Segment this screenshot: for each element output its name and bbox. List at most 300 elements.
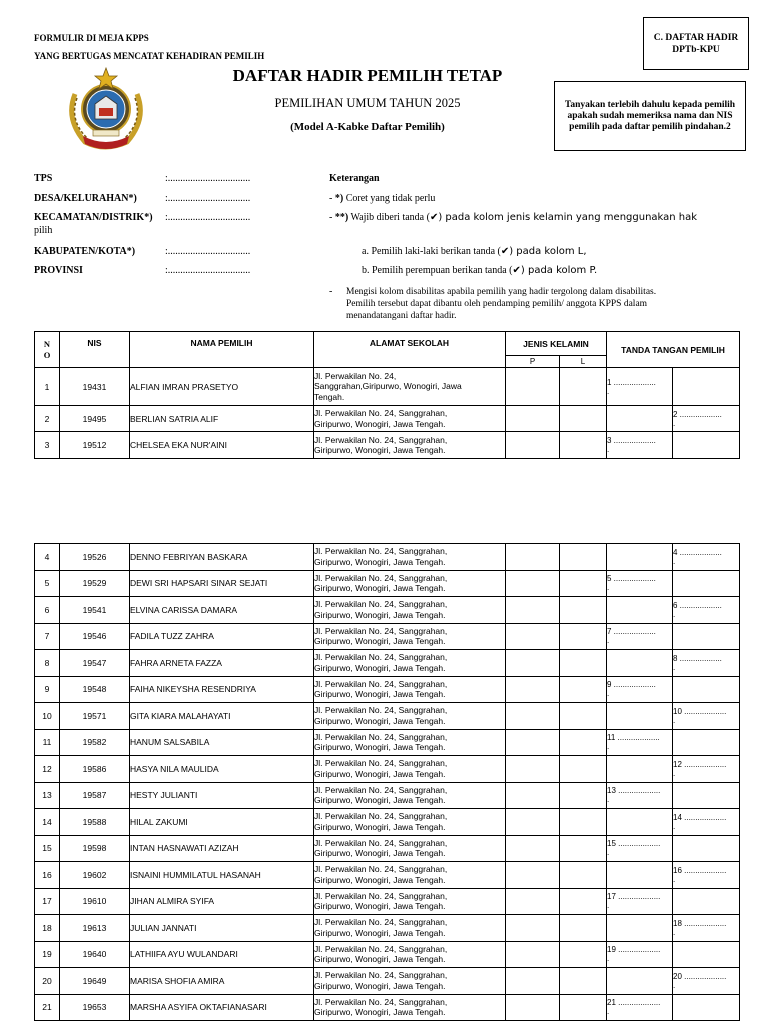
cell-l[interactable] [560, 406, 607, 432]
cell-alamat [314, 782, 506, 809]
cell-nama: INTAN HASNAWATI AZIZAH [130, 835, 314, 862]
cell-alamat [314, 703, 506, 730]
sig-dot-end: . [673, 927, 676, 937]
table-row [35, 729, 740, 756]
signature-cell-left[interactable] [607, 941, 673, 968]
cell-nama: HILAL ZAKUMI [130, 809, 314, 836]
cell-nama: FAIHA NIKEYSHA RESENDRIYA [130, 676, 314, 703]
cell-alamat [314, 809, 506, 836]
keterangan-item-3-dash: - [329, 286, 333, 297]
sig-dot-end: . [673, 418, 676, 428]
attendance-table-page-1 [34, 331, 740, 459]
keterangan-item-2 [329, 212, 697, 223]
field-value-kecamatan[interactable]: :................................. [165, 212, 251, 223]
cell-nama: HASYA NILA MAULIDA [130, 756, 314, 783]
cell-l[interactable] [560, 544, 607, 571]
cell-no: 6 [35, 597, 60, 624]
cell-l[interactable] [560, 432, 610, 459]
keterangan-1-prefix: - [329, 193, 335, 204]
cell-l[interactable] [560, 368, 610, 406]
cell-l[interactable] [560, 994, 610, 1021]
cell-alamat-line1: Jl. Perwakilan No. 24, Sanggrahan, [314, 434, 448, 445]
header-tanda-tangan: TANDA TANGAN PEMILIH [607, 332, 740, 368]
cell-alamat-line1: Jl. Perwakilan No. 24, Sanggrahan, [314, 917, 448, 928]
cell-alamat-line2: Giripurwo, Wonogiri, Jawa Tengah. [314, 418, 446, 429]
cell-nama: JIHAN ALMIRA SYIFA [130, 888, 314, 915]
sig-dots: ................... [611, 377, 656, 387]
sig-number: 7 [607, 627, 612, 637]
cell-l[interactable] [560, 888, 610, 915]
keterangan-title: Keterangan [329, 173, 380, 184]
cell-nis: 19588 [60, 809, 130, 836]
header-p: P [506, 356, 560, 368]
form-header-left [34, 29, 264, 65]
sig-dot-end: . [607, 901, 610, 911]
cell-alamat-line1: Jl. Perwakilan No. 24, Sanggrahan, [314, 943, 448, 954]
signature-cell-right[interactable] [673, 888, 740, 915]
cell-nis: 19582 [60, 729, 130, 756]
cell-alamat-line2: Giripurwo, Wonogiri, Jawa Tengah. [314, 980, 446, 991]
field-label-provinsi: PROVINSI [34, 265, 83, 276]
sig-number: 6 [673, 600, 678, 610]
cell-alamat-line1: Jl. Perwakilan No. 24, Sanggrahan, [314, 890, 448, 901]
keterangan-2b-text: b. Pemilih perempuan berikan tanda ( [362, 265, 513, 276]
signature-cell-left[interactable] [607, 368, 673, 406]
cell-alamat-line1: Jl. Perwakilan No. 24, Sanggrahan, [314, 625, 448, 636]
signature-cell-left[interactable] [607, 544, 676, 571]
cell-no: 14 [35, 809, 60, 836]
sig-dots: ................... [677, 600, 722, 610]
field-value-tps[interactable]: :................................. [165, 173, 251, 184]
keterangan-2-mark: **) [334, 212, 349, 223]
field-label-kecamatan: KECAMATAN/DISTRIK*) [34, 212, 153, 223]
cell-l[interactable] [560, 703, 607, 730]
signature-cell-left[interactable] [607, 968, 676, 995]
sig-dots: ................... [615, 839, 661, 849]
keterangan-2a-rest: ✔) pada kolom L, [500, 246, 587, 257]
sig-number: 14 [673, 812, 682, 822]
sig-dots: ................... [611, 680, 656, 690]
cell-alamat-line1: Jl. Perwakilan No. 24, Sanggrahan, [314, 705, 448, 716]
signature-cell-left[interactable] [607, 703, 676, 730]
signature-cell-right[interactable] [673, 809, 740, 836]
form-code-box [643, 17, 749, 70]
cell-p[interactable] [506, 597, 560, 624]
keterangan-item-2a [362, 246, 587, 257]
field-value-kabupaten[interactable]: :................................. [165, 246, 251, 257]
cell-alamat-line1: Jl. Perwakilan No. 24, Sanggrahan, [314, 408, 448, 418]
cell-p[interactable] [506, 544, 560, 571]
keterangan-2-wrap: pilih [34, 225, 53, 236]
signature-cell-left[interactable] [607, 888, 673, 915]
signature-cell-left[interactable] [607, 809, 676, 836]
signature-cell-right[interactable] [673, 570, 740, 597]
sig-dots: ................... [611, 436, 656, 445]
cell-nis: 19571 [60, 703, 130, 730]
signature-cell-left[interactable] [607, 570, 673, 597]
cell-no: 2 [35, 406, 60, 432]
cell-l[interactable] [560, 809, 607, 836]
cell-p[interactable] [506, 782, 560, 809]
table-header-row [35, 332, 740, 356]
table-row [35, 862, 740, 889]
cell-nis: 19653 [60, 994, 130, 1021]
cell-alamat [314, 729, 506, 756]
signature-cell-left[interactable] [607, 406, 676, 432]
cell-no: 20 [35, 968, 60, 995]
signature-cell-right[interactable] [673, 994, 740, 1021]
keterangan-2-check: ✔ [429, 212, 439, 223]
cell-nis: 19649 [60, 968, 130, 995]
sig-dot-end: . [607, 1007, 610, 1017]
sig-number: 9 [607, 680, 612, 690]
cell-nama: FADILA TUZZ ZAHRA [130, 623, 314, 650]
field-label-tps: TPS [34, 173, 53, 184]
cell-alamat [314, 941, 506, 968]
table-row [35, 544, 740, 571]
cell-alamat-line2: Sanggrahan,Giripurwo, Wonogiri, Jawa [314, 381, 462, 392]
cell-l[interactable] [560, 915, 607, 942]
attendance-table-page-2 [34, 543, 740, 1021]
table-row [35, 968, 740, 995]
cell-p[interactable] [506, 888, 560, 915]
keterangan-2b-rest: ✔) pada kolom P. [512, 265, 598, 276]
keterangan-2a-text: a. Pemilih laki-laki berikan tanda ( [362, 246, 501, 257]
sig-dot-end: . [607, 636, 610, 646]
field-label-desa: DESA/KELURAHAN*) [34, 193, 137, 204]
signature-cell-left[interactable] [607, 432, 673, 459]
cell-alamat-line1: Jl. Perwakilan No. 24, [314, 370, 397, 381]
sig-dots: ................... [611, 627, 656, 637]
sig-dot-end: . [607, 848, 610, 858]
cell-nama: MARSHA ASYIFA OKTAFIANASARI [130, 994, 314, 1021]
sig-number: 15 [607, 839, 616, 849]
signature-cell-right[interactable] [673, 835, 740, 862]
cell-alamat [314, 623, 506, 650]
cell-l[interactable] [560, 756, 607, 783]
sig-dots: ................... [615, 945, 661, 955]
instruction-note-box [554, 81, 746, 151]
cell-alamat [314, 432, 506, 459]
cell-alamat-line1: Jl. Perwakilan No. 24, Sanggrahan, [314, 811, 448, 822]
cell-no: 15 [35, 835, 60, 862]
sig-dots: ................... [611, 574, 656, 584]
signature-cell-right[interactable] [673, 406, 740, 432]
field-value-desa[interactable]: :................................. [165, 193, 251, 204]
cell-nis: 19610 [60, 888, 130, 915]
signature-cell-right[interactable] [673, 862, 740, 889]
cell-no: 3 [35, 432, 60, 459]
sig-dot-end: . [673, 715, 676, 725]
cell-l[interactable] [560, 623, 610, 650]
keterangan-2-text2: ) pada kolom jenis kelamin yang menggunakan hak [438, 212, 698, 223]
table-row [35, 941, 740, 968]
sig-number: 1 [607, 377, 612, 387]
cell-alamat-line2: Giripurwo, Wonogiri, Jawa Tengah. [314, 609, 446, 620]
signature-cell-right[interactable] [673, 756, 740, 783]
cell-alamat-line2: Giripurwo, Wonogiri, Jawa Tengah. [314, 556, 446, 567]
instruction-note-text: Tanyakan terlebih dahulu kepada pemilih apakah sudah memeriksa nama dan NIS pemilih pada daftar pemilih pindahan.2 [564, 99, 736, 132]
signature-cell-right[interactable] [673, 968, 740, 995]
cell-l[interactable] [560, 597, 607, 624]
field-value-provinsi[interactable]: :................................. [165, 265, 251, 276]
cell-l[interactable] [560, 570, 610, 597]
sig-dots: ................... [615, 892, 661, 902]
cell-nis: 19529 [60, 570, 130, 597]
table-row [35, 676, 740, 703]
cell-alamat-line1: Jl. Perwakilan No. 24, Sanggrahan, [314, 731, 448, 742]
cell-nama: DENNO FEBRIYAN BASKARA [130, 544, 314, 571]
sig-dot-end: . [607, 445, 610, 454]
cell-alamat-line2: Giripurwo, Wonogiri, Jawa Tengah. [314, 795, 446, 806]
signature-cell-left[interactable] [607, 835, 673, 862]
cell-nis: 19613 [60, 915, 130, 942]
cell-no: 21 [35, 994, 60, 1021]
sig-number: 2 [673, 409, 678, 419]
cell-alamat [314, 756, 506, 783]
cell-alamat-line1: Jl. Perwakilan No. 24, Sanggrahan, [314, 837, 448, 848]
header-alamat: ALAMAT SEKOLAH [314, 332, 506, 368]
cell-no: 11 [35, 729, 60, 756]
cell-p[interactable] [506, 809, 560, 836]
cell-nama: ALFIAN IMRAN PRASETYO [130, 368, 314, 406]
cell-no: 18 [35, 915, 60, 942]
sig-dots: ................... [681, 918, 727, 928]
keterangan-3-line3: menandatangani daftar hadir. [346, 311, 457, 321]
cell-alamat-line2: Giripurwo, Wonogiri, Jawa Tengah. [314, 689, 446, 700]
cell-alamat-line3: Tengah. [314, 391, 345, 402]
cell-nis: 19512 [60, 432, 130, 459]
header-no-line2: O [43, 349, 51, 360]
sig-dots: ................... [681, 865, 727, 875]
sig-dot-end: . [607, 795, 610, 805]
cell-nis: 19640 [60, 941, 130, 968]
keterangan-3-line2: Pemilih tersebut dapat dibantu oleh pendamping pemilih/ anggota KPPS dalam [346, 299, 648, 309]
cell-p[interactable] [506, 406, 560, 432]
signature-cell-left[interactable] [607, 994, 673, 1021]
signature-cell-left[interactable] [607, 597, 676, 624]
cell-p[interactable] [506, 570, 560, 597]
sig-dot-end: . [607, 689, 610, 699]
cell-l[interactable] [560, 676, 610, 703]
cell-alamat-line1: Jl. Perwakilan No. 24, Sanggrahan, [314, 652, 448, 663]
sig-dots: ................... [681, 812, 727, 822]
cell-l[interactable] [560, 835, 610, 862]
cell-nama: HESTY JULIANTI [130, 782, 314, 809]
cell-alamat-line2: Giripurwo, Wonogiri, Jawa Tengah. [314, 445, 446, 455]
sig-dot-end: . [673, 556, 676, 566]
cell-l[interactable] [560, 862, 607, 889]
sig-dots: ................... [677, 653, 722, 663]
sig-number: 11 [607, 733, 616, 743]
sig-number: 5 [607, 574, 612, 584]
form-desk-label: FORMULIR DI MEJA KPPS [34, 33, 149, 43]
table-row [35, 756, 740, 783]
signature-cell-left[interactable] [607, 915, 676, 942]
form-model-label: (Model A-Kabke Daftar Pemilih) [290, 121, 445, 133]
sig-number: 16 [673, 865, 682, 875]
sig-dot-end: . [607, 954, 610, 964]
cell-nama: ISNAINI HUMMILATUL HASANAH [130, 862, 314, 889]
cell-alamat-line1: Jl. Perwakilan No. 24, Sanggrahan, [314, 784, 448, 795]
cell-alamat-line2: Giripurwo, Wonogiri, Jawa Tengah. [314, 636, 446, 647]
cell-alamat-line1: Jl. Perwakilan No. 24, Sanggrahan, [314, 758, 448, 769]
sig-dots: ................... [681, 706, 727, 716]
cell-no: 10 [35, 703, 60, 730]
form-code-line1: C. DAFTAR HADIR [653, 32, 739, 43]
cell-alamat-line2: Giripurwo, Wonogiri, Jawa Tengah. [314, 954, 446, 965]
table-row [35, 597, 740, 624]
signature-cell-right[interactable] [673, 676, 740, 703]
cell-no: 1 [35, 368, 60, 406]
field-label-kabupaten: KABUPATEN/KOTA*) [34, 246, 136, 257]
sig-number: 8 [673, 653, 678, 663]
cell-no: 7 [35, 623, 60, 650]
page-title: DAFTAR HADIR PEMILIH TETAP [232, 66, 503, 85]
cell-p[interactable] [506, 941, 560, 968]
sig-dot-end: . [673, 768, 676, 778]
cell-alamat [314, 650, 506, 677]
sig-dot-end: . [673, 821, 676, 831]
cell-alamat [314, 544, 506, 571]
cell-nama: BERLIAN SATRIA ALIF [130, 406, 314, 432]
cell-nis: 19586 [60, 756, 130, 783]
cell-alamat-line2: Giripurwo, Wonogiri, Jawa Tengah. [314, 662, 446, 673]
signature-cell-left[interactable] [607, 676, 673, 703]
cell-l[interactable] [560, 941, 610, 968]
table-row [35, 835, 740, 862]
header-no [35, 332, 60, 368]
signature-cell-right[interactable] [673, 597, 740, 624]
header-nis: NIS [60, 332, 130, 368]
signature-cell-right[interactable] [673, 941, 740, 968]
cell-l[interactable] [560, 968, 607, 995]
cell-no: 13 [35, 782, 60, 809]
table-row [35, 623, 740, 650]
cell-p[interactable] [506, 994, 560, 1021]
cell-p[interactable] [506, 968, 560, 995]
signature-cell-right[interactable] [673, 915, 740, 942]
signature-cell-left[interactable] [607, 650, 676, 677]
cell-nama: LATHIIFA AYU WULANDARI [130, 941, 314, 968]
sig-dot-end: . [673, 874, 676, 884]
table-row [35, 368, 740, 406]
signature-cell-right[interactable] [673, 650, 740, 677]
cell-p[interactable] [506, 676, 560, 703]
cell-alamat [314, 968, 506, 995]
sig-dots: ................... [615, 786, 661, 796]
form-desk-sublabel: YANG BERTUGAS MENCATAT KEHADIRAN PEMILIH [34, 51, 265, 61]
sig-dot-end: . [673, 609, 676, 619]
sig-dots: ................... [615, 998, 661, 1008]
cell-no: 5 [35, 570, 60, 597]
sig-number: 13 [607, 786, 616, 796]
cell-alamat [314, 368, 506, 406]
kpu-emblem-logo [55, 64, 157, 154]
signature-cell-left[interactable] [607, 862, 676, 889]
cell-alamat [314, 862, 506, 889]
cell-alamat-line1: Jl. Perwakilan No. 24, Sanggrahan, [314, 996, 448, 1007]
cell-p[interactable] [506, 835, 560, 862]
cell-l[interactable] [560, 782, 610, 809]
cell-l[interactable] [560, 729, 610, 756]
signature-cell-left[interactable] [607, 729, 673, 756]
keterangan-item-1 [329, 193, 435, 204]
sig-number: 20 [673, 971, 682, 981]
signature-cell-right[interactable] [673, 782, 740, 809]
page-subtitle: PEMILIHAN UMUM TAHUN 2025 [274, 96, 461, 110]
cell-alamat-line1: Jl. Perwakilan No. 24, Sanggrahan, [314, 599, 448, 610]
table-row [35, 915, 740, 942]
cell-p[interactable] [506, 368, 560, 406]
cell-p[interactable] [506, 862, 560, 889]
cell-nis: 19602 [60, 862, 130, 889]
cell-alamat [314, 994, 506, 1021]
sig-dots: ................... [681, 759, 727, 769]
signature-cell-right[interactable] [673, 623, 740, 650]
table-row [35, 650, 740, 677]
cell-nis: 19548 [60, 676, 130, 703]
cell-alamat-line2: Giripurwo, Wonogiri, Jawa Tengah. [314, 848, 446, 859]
cell-no: 12 [35, 756, 60, 783]
signature-cell-left[interactable] [607, 756, 676, 783]
cell-p[interactable] [506, 432, 560, 459]
header-nama: NAMA PEMILIH [130, 332, 314, 368]
table-row [35, 888, 740, 915]
signature-cell-right[interactable] [673, 432, 740, 459]
signature-cell-right[interactable] [673, 729, 740, 756]
cell-p[interactable] [506, 915, 560, 942]
sig-number: 3 [607, 436, 612, 445]
signature-cell-left[interactable] [607, 782, 673, 809]
cell-l[interactable] [560, 650, 607, 677]
cell-alamat [314, 570, 506, 597]
sig-number: 4 [673, 547, 678, 557]
cell-alamat-line2: Giripurwo, Wonogiri, Jawa Tengah. [314, 768, 446, 779]
keterangan-1-mark: *) [334, 193, 344, 204]
sig-dot-end: . [607, 386, 610, 396]
table-row [35, 994, 740, 1021]
cell-alamat-line1: Jl. Perwakilan No. 24, Sanggrahan, [314, 572, 448, 583]
cell-alamat [314, 888, 506, 915]
cell-nis: 19587 [60, 782, 130, 809]
cell-nis: 19431 [60, 368, 130, 406]
table-row [35, 406, 740, 432]
cell-alamat-line1: Jl. Perwakilan No. 24, Sanggrahan, [314, 678, 448, 689]
form-code-line2: DPTb-KPU [672, 44, 720, 55]
sig-number: 10 [673, 706, 682, 716]
signature-cell-right[interactable] [673, 544, 740, 571]
table-row [35, 703, 740, 730]
cell-p[interactable] [506, 756, 560, 783]
cell-no: 4 [35, 544, 60, 571]
cell-p[interactable] [506, 729, 560, 756]
cell-nis: 19546 [60, 623, 130, 650]
sig-dots: ................... [681, 971, 727, 981]
cell-alamat [314, 835, 506, 862]
sig-dot-end: . [607, 742, 610, 752]
cell-nis: 19541 [60, 597, 130, 624]
signature-cell-right[interactable] [673, 703, 740, 730]
cell-p[interactable] [506, 623, 560, 650]
signature-cell-right[interactable] [673, 368, 740, 406]
cell-p[interactable] [506, 650, 560, 677]
cell-p[interactable] [506, 703, 560, 730]
sig-dots: ................... [677, 547, 722, 557]
header-jenis-kelamin: JENIS KELAMIN [506, 332, 607, 356]
signature-cell-left[interactable] [607, 623, 673, 650]
keterangan-2-prefix: - [329, 212, 335, 223]
